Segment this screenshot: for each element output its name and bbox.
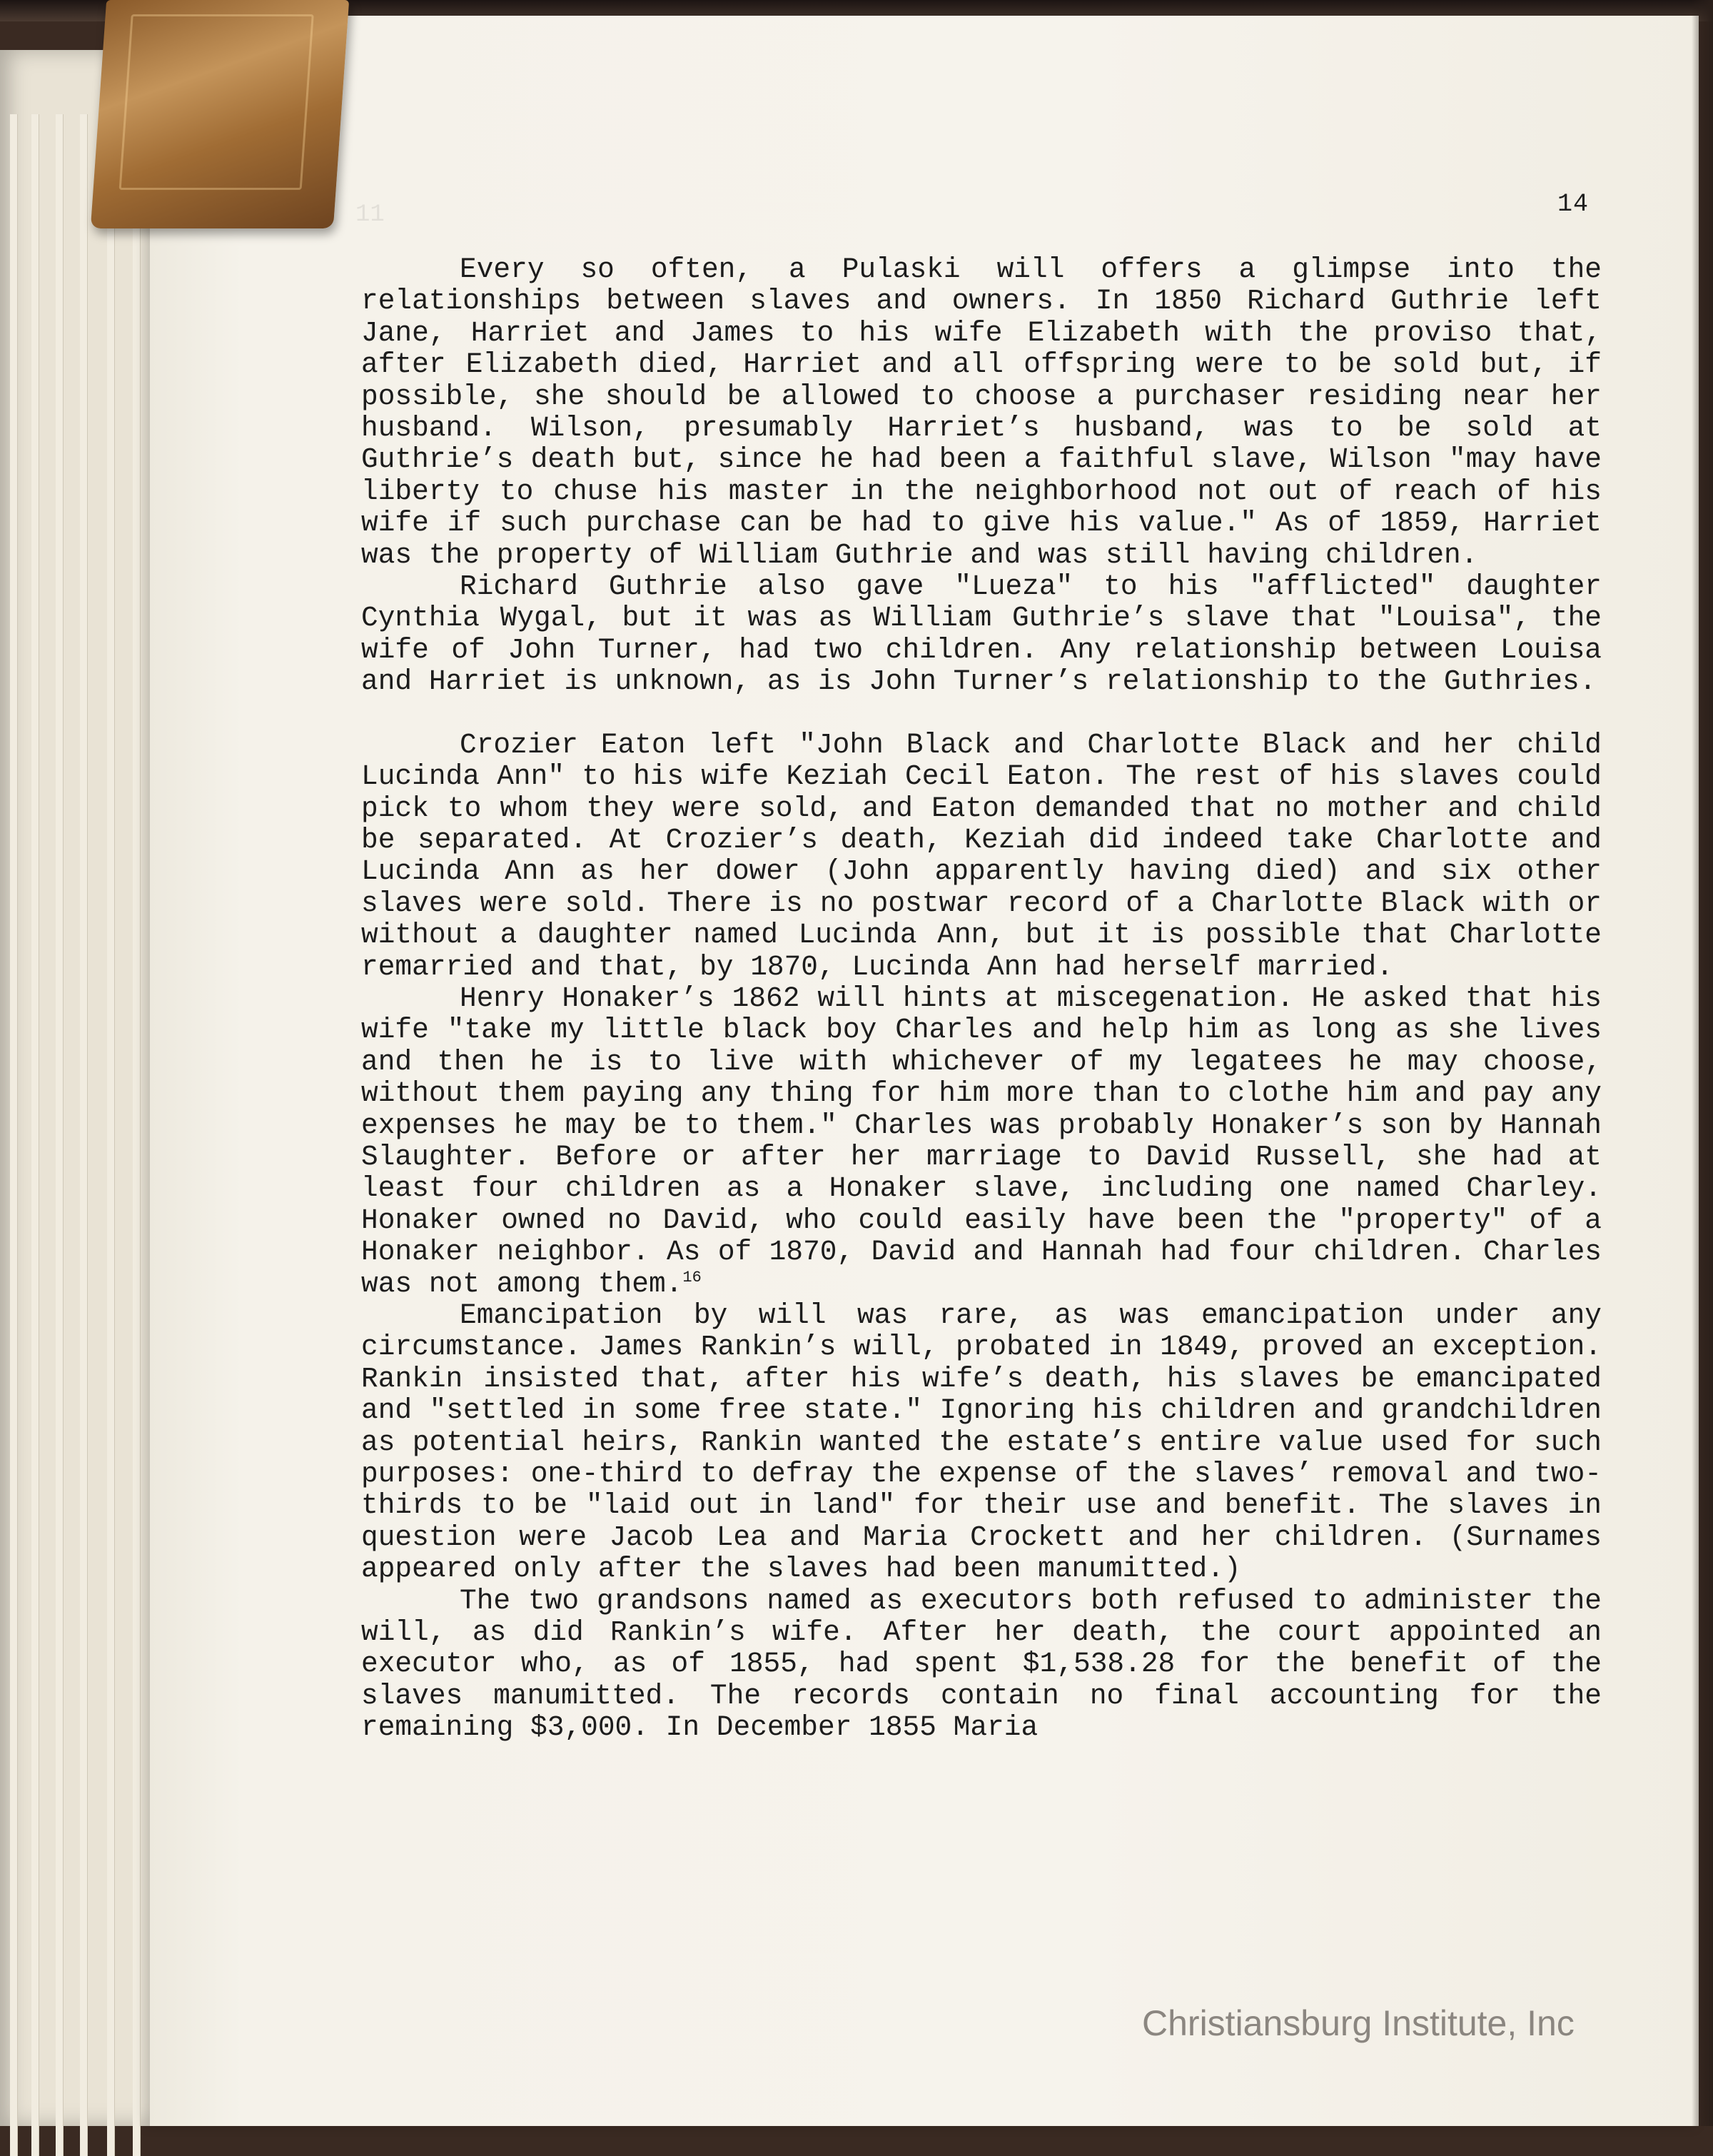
right-edge-shadow (1692, 0, 1713, 2126)
stack-edge (80, 114, 88, 2156)
footnote-reference: 16 (682, 1268, 702, 1286)
paragraph-crozier-eaton: Crozier Eaton left "John Black and Charlotte Black and her child Lucinda Ann" to his wife Keziah Cecil Eaton. The rest of his slaves could pick to whom they were sold, and Eaton demanded that no mother and child be separated. At Crozier’s death, Keziah did indeed take Charlotte and Lucinda Ann as her dower (John apparently having died) and six other slaves were sold. There is no postwar record of a Charlotte Black with or without a daughter named Lucinda Ann, but it is possible that Charlotte remarried and that, by 1870, Lucinda Ann had herself married. (361, 728, 1602, 983)
bleed-through-page-number: 11 (355, 201, 385, 228)
paragraph-honaker (361, 983, 1602, 1300)
stack-edge (133, 114, 141, 2156)
paragraph-executors: The two grandsons named as executors both refused to administer the will, as did Rankin’s wife. After her death, the court appointed an executor who, as of 1855, had spent $1,538.28 for the benefit of the slaves manumitted. The records contain no final accounting for the remaining $3,000. In December 1855 Maria (361, 1584, 1602, 1744)
paragraph-guthrie-will: Every so often, a Pulaski will offers a glimpse into the relationships between slaves and owners. In 1850 Richard Guthrie left Jane, Harriet and James to his wife Elizabeth with the proviso that, after Elizabeth died, Harriet and all offspring were to be sold but, if possible, she should be allowed to choose a purchaser residing near her husband. Wilson, presumably Harriet’s husband, was to be sold at Guthrie’s death but, since he had been a faithful slave, Wilson "may have liberty to chuse his master in the neighborhood not out of reach of his wife if such purchase can be had to give his value." As of 1859, Harriet was the property of William Guthrie and was still having children. (361, 253, 1602, 571)
binder-clip-face (119, 14, 314, 190)
binder-clip (91, 0, 349, 228)
section-gap (361, 698, 1602, 730)
stack-edge (107, 114, 115, 2156)
page-number: 14 (1557, 190, 1590, 218)
body-text (361, 254, 1602, 1744)
stack-edge (56, 114, 64, 2156)
watermark: Christiansburg Institute, Inc (1142, 2003, 1575, 2043)
honaker-text: Henry Honaker’s 1862 will hints at miscegenation. He asked that his wife "take my little black boy Charles and help him as long as she lives and then he is to live with whichever of my legatees he may choose, without them paying any thing for him more than to clothe him and pay any expenses he may be to them." Charles was probably Honaker’s son by Hannah Slaughter. Before or after her marriage to David Russell, she had at least four children as a Honaker slave, including one named Charley. Honaker owned no David, who could easily have been the "property" of a Honaker neighbor. As of 1870, David and Hannah had four children. Charles was not among them. (361, 982, 1602, 1300)
stack-edge (10, 114, 18, 2156)
paragraph-emancipation: Emancipation by will was rare, as was emancipation under any circumstance. James Rankin’s will, probated in 1849, proved an exception. Rankin insisted that, after his wife’s death, his slaves be emancipated and "settled in some free state." Ignoring his children and grandchildren as potential heirs, Rankin wanted the estate’s entire value used for such purposes: one-third to defray the expense of the slaves’ removal and two-thirds to be "laid out in land" for their use and benefit. The slaves in question were Jacob Lea and Maria Crockett and her children. (Surnames appeared only after the slaves had been manumitted.) (361, 1299, 1602, 1586)
stack-edge (31, 114, 39, 2156)
paragraph-lueza: Richard Guthrie also gave "Lueza" to his "afflicted" daughter Cynthia Wygal, but it was as William Guthrie’s slave that "Louisa", the wife of John Turner, had two children. Any relationship between Louisa and Harriet is unknown, as is John Turner’s relationship to the Guthries. (361, 570, 1602, 698)
